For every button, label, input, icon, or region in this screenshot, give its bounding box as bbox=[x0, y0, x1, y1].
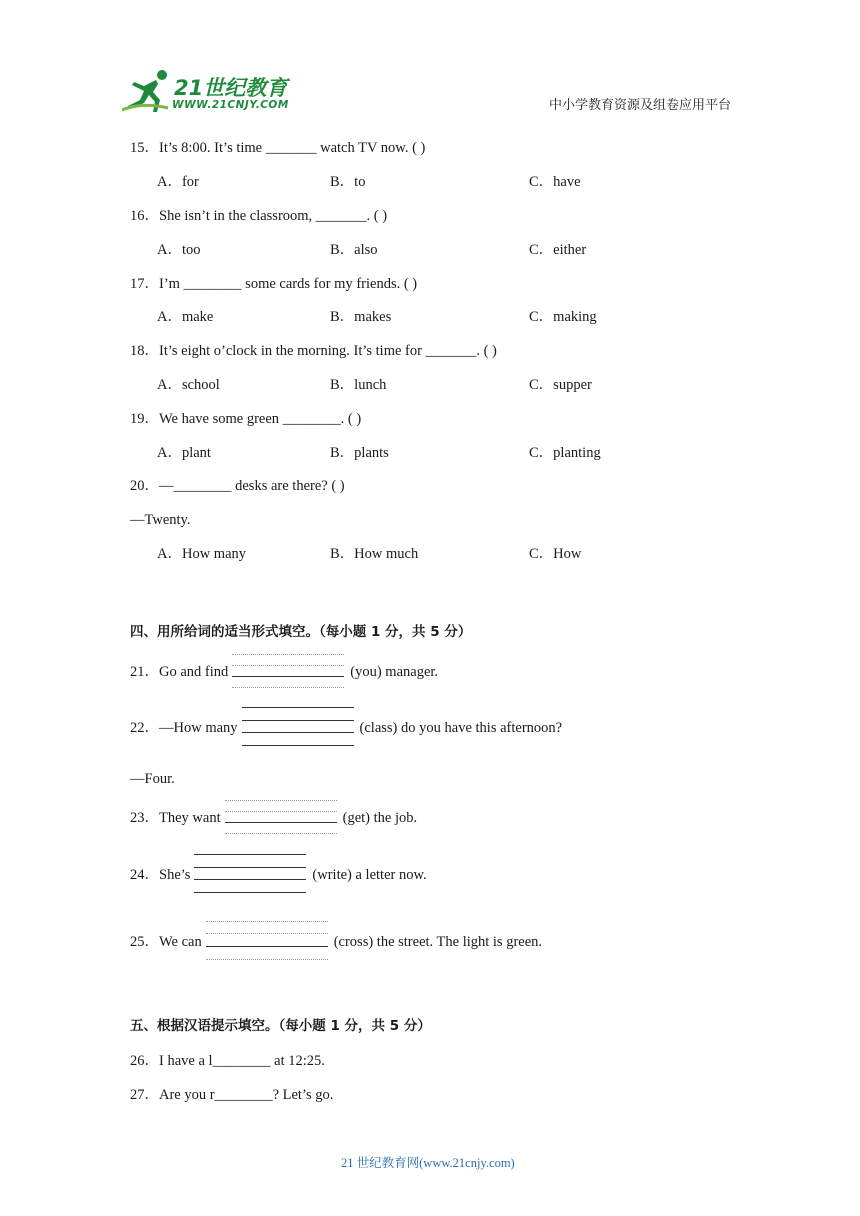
question-22 bbox=[130, 719, 562, 737]
question-number: 27． bbox=[130, 1087, 159, 1103]
question-text: She isn’t in the classroom, _______. ( ) bbox=[159, 208, 388, 224]
section-title: 四、用所给词的适当形式填空。（每小题 1 分，共 5 分） bbox=[130, 624, 472, 640]
option-a[interactable]: A．make bbox=[157, 309, 214, 325]
question-19 bbox=[130, 410, 361, 428]
question-number: 23． bbox=[130, 810, 159, 826]
question-text: I have a l________ at 12:25. bbox=[159, 1053, 325, 1069]
question-number: 18． bbox=[130, 343, 159, 359]
option-c[interactable]: C．have bbox=[529, 174, 581, 190]
question-15 bbox=[130, 139, 425, 157]
logo-url: WWW.21CNJY.COM bbox=[172, 99, 289, 111]
dialogue-reply: —Twenty. bbox=[130, 512, 191, 528]
question-number: 21． bbox=[130, 664, 159, 680]
runner-logo-icon bbox=[122, 68, 174, 114]
option-b[interactable]: B．plants bbox=[330, 445, 389, 461]
site-logo bbox=[122, 68, 292, 116]
question-text: It’s 8:00. It’s time _______ watch TV now. ( ) bbox=[159, 140, 426, 156]
question-suffix: (you) manager. bbox=[350, 664, 439, 680]
option-a[interactable]: A．too bbox=[157, 242, 201, 258]
question-text: I’m ________ some cards for my friends. ( ) bbox=[159, 276, 418, 292]
question-text: —________ desks are there? ( ) bbox=[159, 478, 345, 494]
question-text: Are you r________? Let’s go. bbox=[159, 1087, 334, 1103]
answer-blank[interactable] bbox=[225, 809, 337, 827]
question-24 bbox=[130, 866, 427, 884]
question-number: 24． bbox=[130, 867, 159, 883]
option-a[interactable]: A．for bbox=[157, 174, 199, 190]
question-prefix: Go and find bbox=[159, 664, 229, 680]
logo-title: 21世纪教育 bbox=[174, 76, 288, 100]
option-b[interactable]: B．How much bbox=[330, 546, 419, 562]
option-c[interactable]: C．How bbox=[529, 546, 582, 562]
option-c[interactable]: C．making bbox=[529, 309, 597, 325]
option-a[interactable]: A．How many bbox=[157, 546, 247, 562]
question-number: 15． bbox=[130, 140, 159, 156]
question-27 bbox=[130, 1086, 333, 1104]
question-25 bbox=[130, 933, 542, 951]
option-c[interactable]: C．either bbox=[529, 242, 587, 258]
question-suffix: (get) the job. bbox=[342, 810, 418, 826]
option-b[interactable]: B．to bbox=[330, 174, 366, 190]
question-number: 19． bbox=[130, 411, 159, 427]
question-number: 22． bbox=[130, 720, 159, 736]
section-title: 五、根据汉语提示填空。（每小题 1 分，共 5 分） bbox=[130, 1018, 431, 1034]
question-23 bbox=[130, 809, 417, 827]
question-text: It’s eight o’clock in the morning. It’s time for _______. ( ) bbox=[159, 343, 497, 359]
question-number: 25． bbox=[130, 934, 159, 950]
question-21 bbox=[130, 663, 438, 681]
question-prefix: —How many bbox=[159, 720, 238, 736]
question-text: We have some green ________. ( ) bbox=[159, 411, 362, 427]
option-a[interactable]: A．plant bbox=[157, 445, 211, 461]
dialogue-reply: —Four. bbox=[130, 771, 175, 787]
answer-blank[interactable] bbox=[194, 866, 306, 884]
answer-blank[interactable] bbox=[206, 933, 328, 951]
question-prefix: She’s bbox=[159, 867, 191, 883]
answer-blank[interactable] bbox=[242, 719, 354, 737]
question-26 bbox=[130, 1052, 325, 1070]
option-b[interactable]: B．also bbox=[330, 242, 378, 258]
question-20 bbox=[130, 477, 345, 495]
question-number: 20． bbox=[130, 478, 159, 494]
option-c[interactable]: C．supper bbox=[529, 377, 592, 393]
option-b[interactable]: B．lunch bbox=[330, 377, 387, 393]
answer-blank[interactable] bbox=[232, 663, 344, 681]
option-c[interactable]: C．planting bbox=[529, 445, 601, 461]
option-b[interactable]: B．makes bbox=[330, 309, 392, 325]
question-prefix: They want bbox=[159, 810, 221, 826]
question-prefix: We can bbox=[159, 934, 202, 950]
question-number: 17． bbox=[130, 276, 159, 292]
question-suffix: (cross) the street. The light is green. bbox=[333, 934, 543, 950]
question-number: 16． bbox=[130, 208, 159, 224]
question-number: 26． bbox=[130, 1053, 159, 1069]
question-suffix: (class) do you have this afternoon? bbox=[359, 720, 563, 736]
header-slogan: 中小学教育资源及组卷应用平台 bbox=[549, 97, 732, 112]
option-a[interactable]: A．school bbox=[157, 377, 220, 393]
question-16 bbox=[130, 207, 387, 225]
question-suffix: (write) a letter now. bbox=[312, 867, 427, 883]
footer-link[interactable]: 21 世纪教育网(www.21cnjy.com) bbox=[341, 1156, 515, 1170]
question-18 bbox=[130, 342, 497, 360]
question-17 bbox=[130, 275, 417, 293]
